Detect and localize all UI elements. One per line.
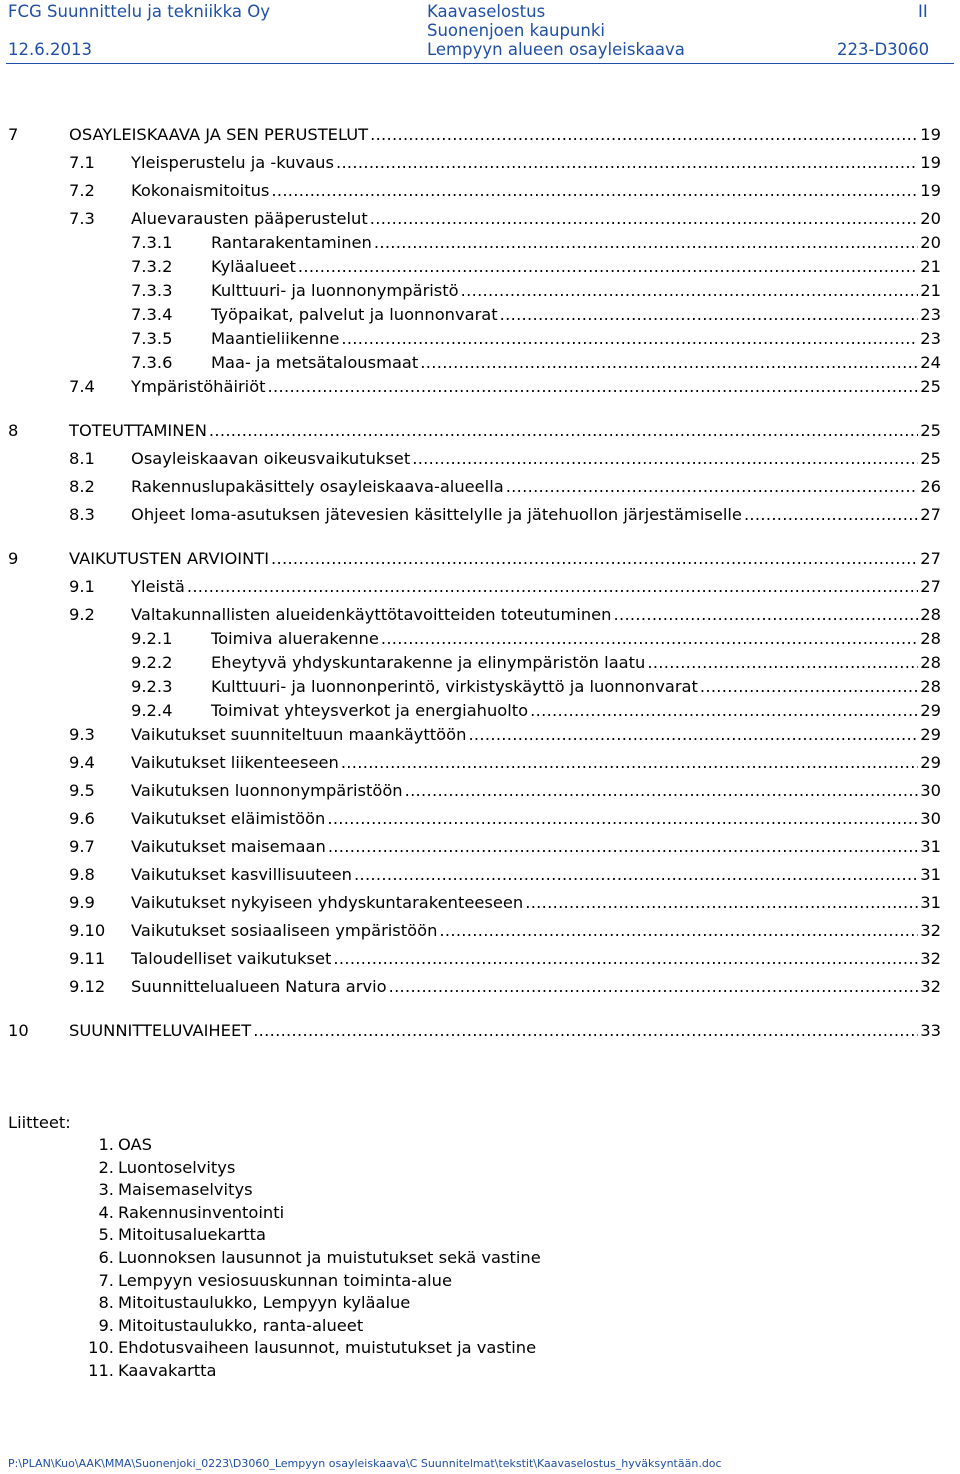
- toc-entry[interactable]: [0, 890, 960, 916]
- toc-entry-page: 20: [920, 209, 941, 228]
- toc-entry[interactable]: [0, 446, 960, 472]
- toc-dot-leader: [333, 946, 918, 972]
- toc-dot-leader: [271, 178, 918, 204]
- toc-entry-page: 20: [920, 233, 941, 252]
- toc-dot-leader: [187, 574, 918, 600]
- toc-dot-leader: [461, 278, 919, 304]
- attachment-number: 10.: [88, 1338, 114, 1358]
- toc-entry[interactable]: [0, 546, 960, 572]
- toc-entry-page: 19: [920, 125, 941, 144]
- toc-entry-title: Yleisperustelu ja -kuvaus: [131, 153, 334, 172]
- toc-entry[interactable]: [0, 326, 960, 352]
- toc-entry-number: 9.1: [69, 577, 95, 596]
- toc-entry-page: 29: [920, 725, 941, 744]
- attachment-title: Ehdotusvaiheen lausunnot, muistutukset ja vastine: [118, 1338, 537, 1358]
- attachment-title: Maisemaselvitys: [118, 1180, 253, 1200]
- toc-entry-title: Yleistä: [131, 577, 185, 596]
- attachment-title: Rakennusinventointi: [118, 1202, 285, 1222]
- toc-entry-title: VAIKUTUSTEN ARVIOINTI: [69, 549, 270, 568]
- attachment-title: Mitoitusaluekartta: [118, 1225, 267, 1245]
- toc-entry-page: 33: [920, 1021, 941, 1040]
- toc-entry-title: Maantieliikenne: [211, 329, 340, 348]
- toc-dot-leader: [389, 974, 919, 1000]
- toc-entry[interactable]: [0, 602, 960, 628]
- toc-dot-leader: [370, 206, 919, 232]
- toc-entry[interactable]: [0, 750, 960, 776]
- toc-entry-title: Vaikutuksen luonnonympäristöön: [131, 781, 403, 800]
- toc-entry-title: Kyläalueet: [211, 257, 296, 276]
- toc-entry-number: 9.2.3: [131, 677, 173, 696]
- attachment-number: 4.: [98, 1202, 114, 1222]
- toc-entry-number: 7.3.5: [131, 329, 173, 348]
- toc-entry[interactable]: [0, 278, 960, 304]
- toc-entry-number: 7.3.4: [131, 305, 173, 324]
- attachment-number: 8.: [98, 1293, 114, 1313]
- toc-entry-page: 25: [920, 377, 941, 396]
- toc-dot-leader: [500, 302, 919, 328]
- toc-entry-number: 8: [8, 421, 19, 440]
- toc-entry-page: 25: [920, 421, 941, 440]
- toc-entry[interactable]: [0, 350, 960, 376]
- toc-entry-page: 24: [920, 353, 941, 372]
- toc-entry-title: Kulttuuri- ja luonnonympäristö: [211, 281, 459, 300]
- toc-dot-leader: [370, 122, 918, 148]
- toc-entry-page: 23: [920, 305, 941, 324]
- toc-entry-title: Rantarakentaminen: [211, 233, 372, 252]
- attachment-number: 5.: [98, 1225, 114, 1245]
- toc-entry-number: 8.1: [69, 449, 95, 468]
- toc-entry-number: 7.3: [69, 209, 95, 228]
- toc-entry-number: 7.3.3: [131, 281, 173, 300]
- toc-entry[interactable]: [0, 806, 960, 832]
- toc-entry-number: 9.4: [69, 753, 95, 772]
- toc-entry[interactable]: [0, 946, 960, 972]
- attachment-title: Luontoselvitys: [118, 1157, 236, 1177]
- toc-entry[interactable]: [0, 698, 960, 724]
- toc-entry-number: 9.12: [69, 977, 106, 996]
- toc-entry[interactable]: [0, 502, 960, 528]
- attachment-title: OAS: [118, 1135, 153, 1154]
- toc-dot-leader: [405, 778, 919, 804]
- attachment-title: Mitoitustaulukko, Lempyyn kyläalue: [118, 1293, 411, 1313]
- toc-entry[interactable]: [0, 206, 960, 232]
- toc-dot-leader: [354, 862, 918, 888]
- toc-entry-page: 29: [920, 753, 941, 772]
- toc-dot-leader: [614, 602, 919, 628]
- document-type: Kaavaselostus: [427, 2, 546, 21]
- toc-entry-title: OSAYLEISKAAVA JA SEN PERUSTELUT: [69, 125, 369, 144]
- toc-entry-page: 19: [920, 181, 941, 200]
- toc-entry-title: Aluevarausten pääperustelut: [131, 209, 368, 228]
- attachments-heading: Liitteet:: [8, 1113, 71, 1132]
- attachment-title: Mitoitustaulukko, ranta-alueet: [118, 1315, 364, 1335]
- attachment-title: Lempyyn vesiosuuskunnan toiminta-alue: [118, 1270, 452, 1290]
- toc-entry-title: Ohjeet loma-asutuksen jätevesien käsittelylle ja jätehuollon järjestämiselle: [131, 505, 742, 524]
- toc-entry-page: 29: [920, 701, 941, 720]
- toc-entry[interactable]: [0, 862, 960, 888]
- toc-entry-number: 9.10: [69, 921, 106, 940]
- toc-entry[interactable]: [0, 230, 960, 256]
- toc-entry-page: 28: [920, 605, 941, 624]
- toc-entry[interactable]: [0, 254, 960, 280]
- toc-entry-title: Vaikutukset eläimistöön: [131, 809, 326, 828]
- toc-entry-number: 9: [8, 549, 19, 568]
- toc-dot-leader: [744, 502, 918, 528]
- toc-entry-page: 27: [920, 577, 941, 596]
- toc-dot-leader: [328, 834, 918, 860]
- toc-entry-page: 32: [920, 949, 941, 968]
- toc-entry-number: 9.2.1: [131, 629, 173, 648]
- toc-entry-page: 26: [920, 477, 941, 496]
- header-rule: [6, 63, 954, 64]
- toc-entry-number: 10: [8, 1021, 29, 1040]
- toc-dot-leader: [381, 626, 918, 652]
- toc-dot-leader: [341, 326, 918, 352]
- toc-entry-title: Eheytyvä yhdyskuntarakenne ja elinympäristön laatu: [211, 653, 646, 672]
- toc-entry-number: 7.1: [69, 153, 95, 172]
- toc-entry[interactable]: [0, 574, 960, 600]
- toc-entry-title: Työpaikat, palvelut ja luonnonvarat: [211, 305, 498, 324]
- toc-entry-number: 9.2: [69, 605, 95, 624]
- toc-dot-leader: [700, 674, 918, 700]
- toc-dot-leader: [209, 418, 918, 444]
- attachment-number: 6.: [98, 1248, 114, 1267]
- toc-entry-number: 9.7: [69, 837, 95, 856]
- toc-entry[interactable]: [0, 974, 960, 1000]
- toc-entry-title: Osayleiskaavan oikeusvaikutukset: [131, 449, 411, 468]
- toc-entry-page: 27: [920, 505, 941, 524]
- toc-entry-page: 31: [920, 893, 941, 912]
- file-path-footer: P:\PLAN\Kuo\AAK\MMA\Suonenjoki_0223\D3060_Lempyyn osayleiskaava\C Suunnitelmat\tekstit\Kaavaselostus_hyväksyntään.doc: [8, 1457, 722, 1470]
- attachment-number: 1.: [98, 1135, 114, 1154]
- toc-entry-title: SUUNNITTELUVAIHEET: [69, 1021, 252, 1040]
- toc-entry[interactable]: [0, 418, 960, 444]
- plan-name: Lempyyn alueen osayleiskaava: [427, 40, 685, 59]
- attachment-number: 3.: [98, 1180, 114, 1200]
- toc-dot-leader: [468, 722, 918, 748]
- toc-entry[interactable]: [0, 834, 960, 860]
- toc-entry-page: 21: [920, 281, 941, 300]
- toc-entry-title: Suunnittelualueen Natura arvio: [131, 977, 387, 996]
- toc-entry[interactable]: [0, 674, 960, 700]
- toc-dot-leader: [525, 890, 918, 916]
- toc-entry-page: 30: [920, 781, 941, 800]
- toc-entry-number: 9.2.4: [131, 701, 173, 720]
- toc-entry-number: 7.4: [69, 377, 95, 396]
- toc-entry[interactable]: [0, 178, 960, 204]
- attachment-number: 2.: [98, 1157, 114, 1177]
- toc-dot-leader: [530, 698, 918, 724]
- document-date: 12.6.2013: [8, 40, 92, 59]
- toc-entry-title: Vaikutukset maisemaan: [131, 837, 326, 856]
- toc-entry-page: 28: [920, 677, 941, 696]
- toc-entry-title: Taloudelliset vaikutukset: [131, 949, 332, 968]
- toc-entry-page: 32: [920, 977, 941, 996]
- toc-entry-page: 30: [920, 809, 941, 828]
- toc-entry-page: 28: [920, 653, 941, 672]
- toc-entry-title: TOTEUTTAMINEN: [69, 421, 207, 440]
- document-code: 223-D3060: [837, 40, 930, 59]
- toc-entry-page: 23: [920, 329, 941, 348]
- toc-entry[interactable]: [0, 374, 960, 400]
- toc-entry[interactable]: [0, 474, 960, 500]
- toc-entry-title: Rakennuslupakäsittely osayleiskaava-alueella: [131, 477, 504, 496]
- toc-dot-leader: [271, 546, 918, 572]
- toc-entry-page: 27: [920, 549, 941, 568]
- toc-entry-title: Toimiva aluerakenne: [211, 629, 379, 648]
- toc-entry-page: 25: [920, 449, 941, 468]
- toc-entry-title: Valtakunnallisten alueidenkäyttötavoitteiden toteutuminen: [131, 605, 612, 624]
- toc-dot-leader: [374, 230, 918, 256]
- toc-entry-number: 7.3.2: [131, 257, 173, 276]
- toc-entry-number: 8.2: [69, 477, 95, 496]
- toc-entry-number: 9.2.2: [131, 653, 173, 672]
- toc-entry-title: Vaikutukset nykyiseen yhdyskuntarakenteeseen: [131, 893, 524, 912]
- toc-entry-number: 9.6: [69, 809, 95, 828]
- toc-entry-title: Kulttuuri- ja luonnonperintö, virkistyskäyttö ja luonnonvarat: [211, 677, 698, 696]
- toc-entry-number: 9.9: [69, 893, 95, 912]
- client-name: Suonenjoen kaupunki: [427, 21, 605, 40]
- toc-entry-page: 28: [920, 629, 941, 648]
- toc-dot-leader: [439, 918, 918, 944]
- toc-entry-number: 7.3.1: [131, 233, 173, 252]
- toc-entry-title: Ympäristöhäiriöt: [131, 377, 266, 396]
- page-number-roman: II: [918, 2, 928, 21]
- toc-dot-leader: [341, 750, 918, 776]
- toc-entry[interactable]: [0, 150, 960, 176]
- toc-entry[interactable]: [0, 650, 960, 676]
- toc-dot-leader: [327, 806, 918, 832]
- toc-entry-title: Maa- ja metsätalousmaat: [211, 353, 419, 372]
- toc-entry-page: 31: [920, 837, 941, 856]
- attachment-number: 7.: [98, 1270, 114, 1290]
- toc-entry-title: Vaikutukset kasvillisuuteen: [131, 865, 352, 884]
- toc-entry-number: 9.11: [69, 949, 106, 968]
- toc-entry-page: 21: [920, 257, 941, 276]
- attachment-number: 9.: [98, 1315, 114, 1335]
- toc-entry-number: 9.8: [69, 865, 95, 884]
- toc-entry[interactable]: [0, 778, 960, 804]
- toc-dot-leader: [253, 1018, 918, 1044]
- toc-entry-number: 8.3: [69, 505, 95, 524]
- toc-entry-title: Vaikutukset liikenteeseen: [131, 753, 339, 772]
- toc-dot-leader: [420, 350, 918, 376]
- toc-entry[interactable]: [0, 626, 960, 652]
- toc-entry[interactable]: [0, 302, 960, 328]
- toc-entry[interactable]: [0, 918, 960, 944]
- toc-dot-leader: [506, 474, 919, 500]
- page-header: [0, 0, 960, 64]
- toc-entry-title: Vaikutukset sosiaaliseen ympäristöön: [131, 921, 438, 940]
- toc-entry-title: Toimivat yhteysverkot ja energiahuolto: [211, 701, 529, 720]
- toc-entry[interactable]: [0, 1018, 960, 1044]
- toc-dot-leader: [298, 254, 918, 280]
- toc-entry[interactable]: [0, 122, 960, 148]
- attachment-title: Luonnoksen lausunnot ja muistutukset sekä vastine: [118, 1248, 541, 1267]
- toc-dot-leader: [336, 150, 918, 176]
- toc-entry-number: 7.3.6: [131, 353, 173, 372]
- toc-entry-title: Vaikutukset suunniteltuun maankäyttöön: [131, 725, 467, 744]
- toc-entry-title: Kokonaismitoitus: [131, 181, 270, 200]
- toc-dot-leader: [268, 374, 919, 400]
- toc-entry[interactable]: [0, 722, 960, 748]
- toc-dot-leader: [647, 650, 918, 676]
- attachment-number: 11.: [88, 1361, 114, 1380]
- toc-entry-page: 32: [920, 921, 941, 940]
- toc-entry-number: 7: [8, 125, 19, 144]
- attachment-title: Kaavakartta: [118, 1361, 217, 1380]
- toc-entry-number: 7.2: [69, 181, 95, 200]
- toc-entry-page: 31: [920, 865, 941, 884]
- toc-entry-number: 9.5: [69, 781, 95, 800]
- toc-entry-page: 19: [920, 153, 941, 172]
- toc-entry-number: 9.3: [69, 725, 95, 744]
- company-name: FCG Suunnittelu ja tekniikka Oy: [8, 2, 270, 21]
- toc-dot-leader: [412, 446, 918, 472]
